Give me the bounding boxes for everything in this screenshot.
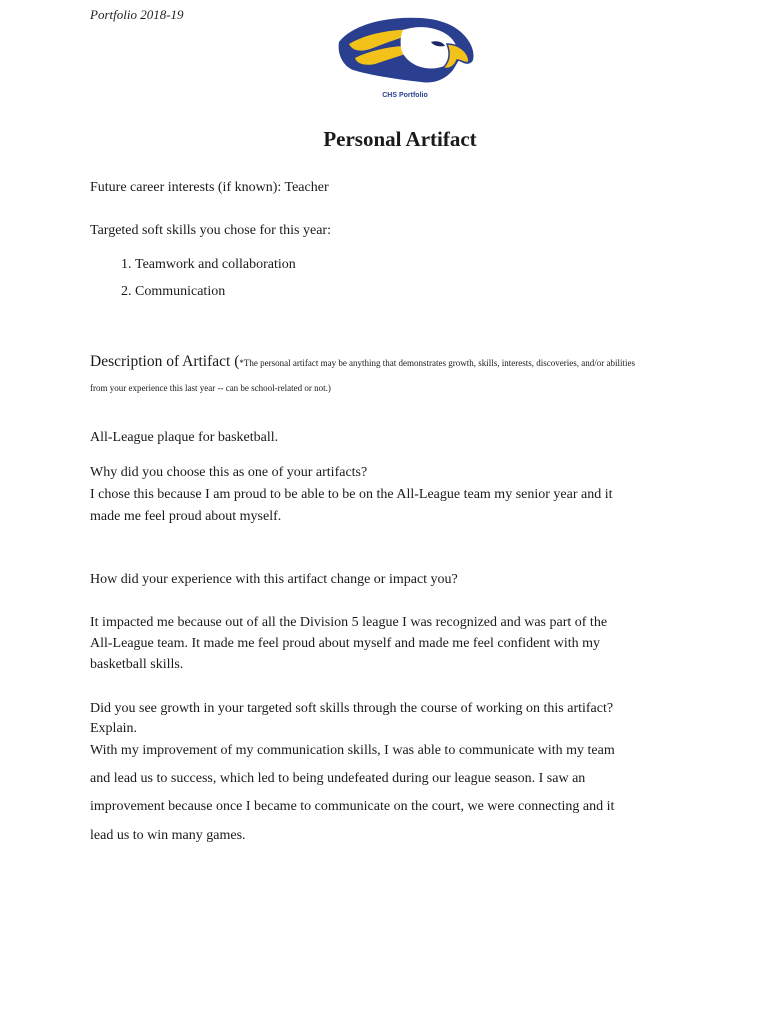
list-item: 2. Communication (135, 282, 296, 309)
description-note-cont: from your experience this last year -- can be school-related or not.) (90, 383, 331, 393)
question-impact: How did your experience with this artifact change or impact you? (90, 572, 458, 587)
answer-growth-line: lead us to win many games. (90, 828, 246, 843)
question-why: Why did you choose this as one of your artifacts? (90, 465, 368, 480)
answer-growth-line: and lead us to success, which led to being undefeated during our league season. I saw an (90, 771, 586, 786)
answer-impact-line: All-League team. It made me feel proud about myself and made me feel confident with my (90, 636, 601, 651)
answer-impact-line: It impacted me because out of all the Division 5 league I was recognized and was part of the (90, 615, 608, 630)
artifact-name: All-League plaque for basketball. (90, 430, 279, 445)
description-note: *The personal artifact may be anything that demonstrates growth, skills, interests, discoveries, and/or abilities (239, 358, 636, 368)
description-heading (90, 352, 635, 373)
career-interests: Future career interests (if known): Teacher (90, 180, 329, 195)
skills-heading: Targeted soft skills you chose for this year: (90, 223, 331, 238)
answer-why-line: I chose this because I am proud to be able to be on the All-League team my senior year and it (90, 487, 613, 502)
skills-list (90, 255, 296, 309)
question-growth: Did you see growth in your targeted soft skills through the course of working on this artifact? (90, 701, 614, 716)
answer-growth-line: With my improvement of my communication skills, I was able to communicate with my team (90, 743, 615, 758)
answer-why-line: made me feel proud about myself. (90, 509, 282, 524)
question-growth-cont: Explain. (90, 721, 138, 736)
description-label: Description of Artifact ( (90, 353, 240, 370)
page-title: Personal Artifact (323, 127, 477, 151)
portfolio-header: Portfolio 2018-19 (90, 7, 184, 22)
answer-growth-line: improvement because once I became to communicate on the court, we were connecting and it (90, 799, 615, 814)
list-item: 1. Teamwork and collaboration (135, 255, 296, 282)
answer-impact-line: basketball skills. (90, 657, 184, 672)
logo-caption: CHS Portfolio (382, 92, 428, 99)
